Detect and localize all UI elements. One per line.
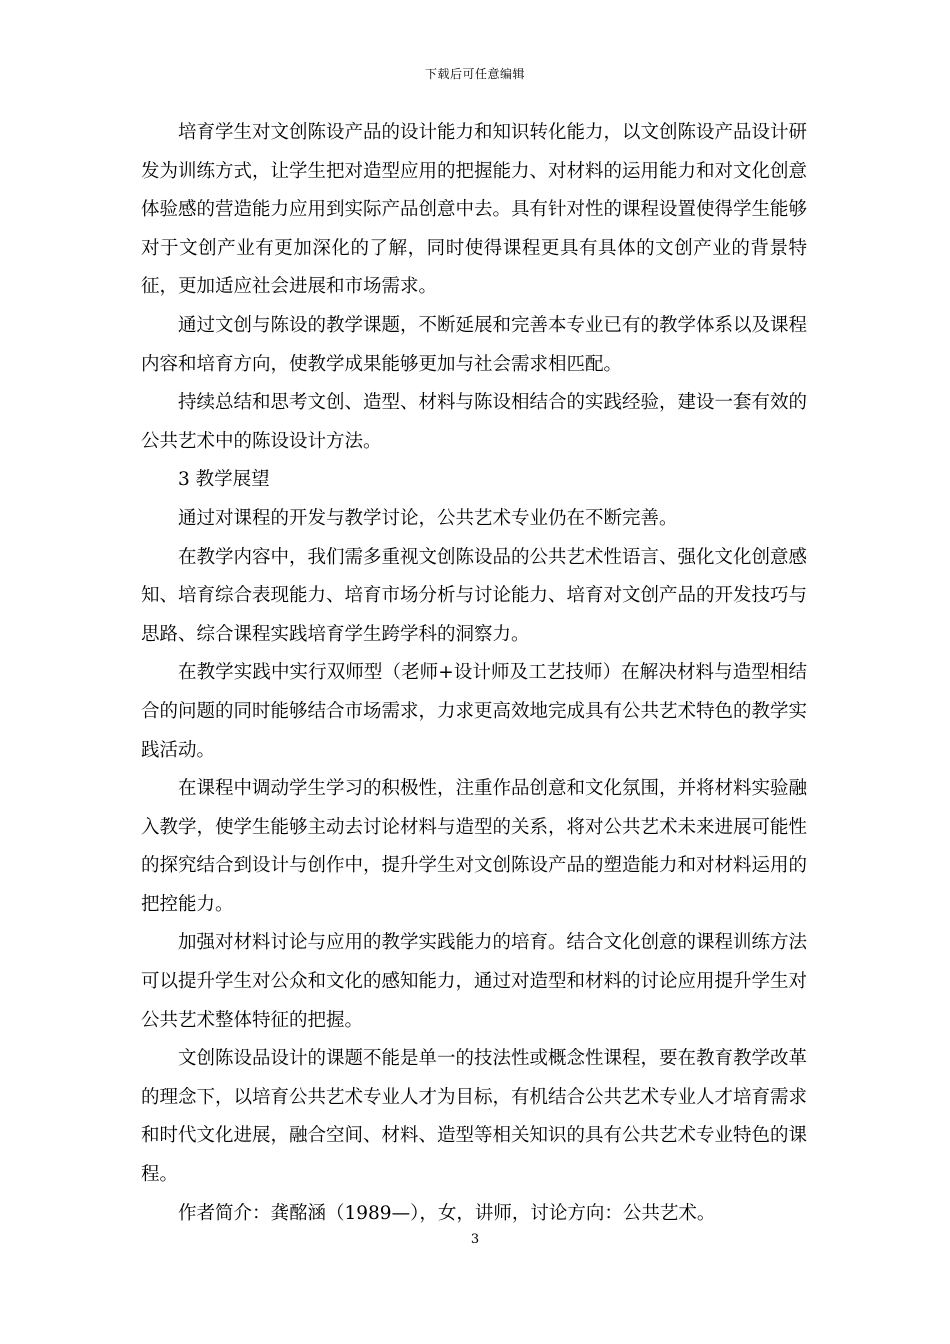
paragraph-8: 加强对材料讨论与应用的教学实践能力的培育。结合文化创意的课程训练方法可以提升学生对公众和文化的感知能力，通过对造型和材料的讨论应用提升学生对公共艺术整体特征的把握。 [141, 932, 808, 1031]
paragraph-1: 培育学生对文创陈设产品的设计能力和知识转化能力，以文创陈设产品设计研发为训练方式，让学生把对造型应用的把握能力、对材料的运用能力和对文化创意体验感的营造能力应用到实际产品创意中去。具有针对性的课程设置使得学生能够对于文创产业有更加深化的了解，同时使得课程更具有具体的文创产业的背景特征，更加适应社会进展和市场需求。 [141, 122, 808, 298]
page-number: 3 [470, 1232, 480, 1247]
paragraph-7: 在课程中调动学生学习的积极性，注重作品创意和文化氛围，并将材料实验融入教学，使学生能够主动去讨论材料与造型的关系，将对公共艺术未来进展可能性的探究结合到设计与创作中，提升学生对文创陈设产品的塑造能力和对材料运用的把控能力。 [141, 778, 808, 915]
paragraph-6: 在教学实践中实行双师型（老师+设计师及工艺技师）在解决材料与造型相结合的问题的同时能够结合市场需求，力求更高效地完成具有公共艺术特色的教学实践活动。 [141, 662, 808, 761]
paragraph-9: 文创陈设品设计的课题不能是单一的技法性或概念性课程，要在教育教学改革的理念下，以培育公共艺术专业人才为目标，有机结合公共艺术专业人才培育需求和时代文化进展，融合空间、材料、造型等相关知识的具有公共艺术专业特色的课程。 [141, 1048, 808, 1186]
paragraph-2: 通过文创与陈设的教学课题，不断延展和完善本专业已有的教学体系以及课程内容和培育方向，使教学成果能够更加与社会需求相匹配。 [141, 314, 808, 375]
section-heading: 3 教学展望 [178, 469, 270, 491]
document-body [141, 114, 807, 1233]
paragraph-4: 通过对课程的开发与教学讨论，公共艺术专业仍在不断完善。 [178, 507, 678, 529]
author-bio: 作者简介：龚酩涵（1989—），女，讲师，讨论方向：公共艺术。 [178, 1202, 716, 1224]
page-header: 下载后可任意编辑 [424, 67, 525, 81]
paragraph-3: 持续总结和思考文创、造型、材料与陈设相结合的实践经验，建设一套有效的公共艺术中的陈设设计方法。 [141, 392, 808, 452]
paragraph-5: 在教学内容中，我们需多重视文创陈设品的公共艺术性语言、强化文化创意感知、培育综合表现能力、培育市场分析与讨论能力、培育对文创产品的开发技巧与思路、综合课程实践培育学生跨学科的洞察力。 [141, 546, 808, 645]
